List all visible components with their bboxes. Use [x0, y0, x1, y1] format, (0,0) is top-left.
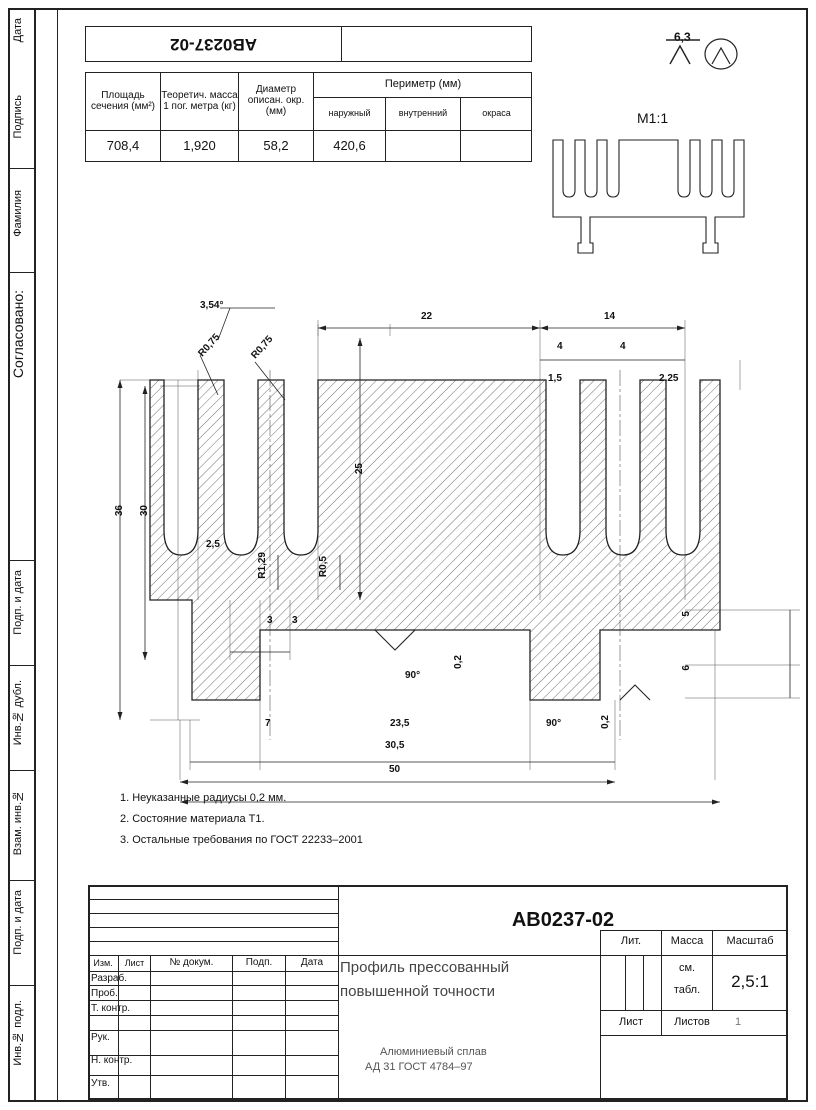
role-prob: Проб.	[91, 988, 118, 999]
value-diameter: 58,2	[263, 138, 289, 154]
dim-4b: 4	[620, 341, 626, 352]
mass-label: Масса	[670, 935, 704, 948]
dim-15: 1,5	[548, 373, 562, 384]
dim-3a: 3	[267, 615, 273, 626]
dim-r129: R1,29	[257, 552, 268, 579]
title-divider	[643, 955, 644, 1010]
dim-3b: 3	[292, 615, 298, 626]
roughness-symbol	[664, 28, 784, 78]
margin-label-sign-date-1: Подп. и дата	[12, 570, 24, 635]
part-title-line2: повышенной точности	[340, 983, 495, 1000]
title-divider	[600, 1035, 788, 1036]
role-ruk: Рук.	[91, 1032, 110, 1043]
dim-25-small: 2,5	[206, 539, 220, 550]
margin-label-vzam-inv: Взам. инв.№	[12, 790, 24, 856]
dim-angle-top: 3,54°	[200, 300, 224, 311]
col-header-podp: Подп.	[245, 957, 273, 969]
col-header-docnum: № докум.	[169, 957, 214, 969]
lit-label: Лит.	[620, 935, 642, 948]
dim-r05: R0,5	[318, 556, 329, 578]
scale-value: 2,5:1	[731, 972, 769, 992]
role-tkontr: Т. контр.	[91, 1003, 131, 1014]
mass-value-line1: см.	[678, 962, 696, 975]
scale-label: Масштаб	[726, 935, 774, 948]
header-perimeter-outer: наружный	[328, 108, 371, 119]
title-divider	[338, 885, 339, 955]
title-divider	[88, 985, 338, 986]
dim-235: 23,5	[390, 718, 410, 729]
title-divider	[88, 1015, 338, 1016]
title-divider	[88, 885, 338, 886]
dim-02-a: 0,2	[453, 655, 464, 669]
margin-divider	[8, 770, 36, 771]
role-razrab: Разраб.	[91, 973, 128, 984]
left-margin-column-inner	[36, 8, 58, 1102]
dim-305: 30,5	[385, 740, 405, 751]
title-divider	[625, 955, 626, 1010]
small-profile-view	[548, 135, 778, 285]
value-area: 708,4	[106, 138, 140, 154]
title-divider	[88, 1075, 338, 1076]
title-divider	[232, 955, 233, 1100]
sheets-label: Листов	[674, 1016, 710, 1029]
note-3: 3. Остальные требования по ГОСТ 22233–2001	[120, 834, 363, 846]
dim-14: 14	[604, 311, 616, 322]
dim-7: 7	[265, 718, 271, 729]
title-divider	[150, 955, 151, 1100]
dim-6: 6	[681, 665, 692, 671]
title-divider	[338, 955, 339, 1100]
margin-divider	[8, 560, 36, 561]
sheets-value: 1	[734, 1016, 742, 1029]
material-line2: АД 31 ГОСТ 4784–97	[365, 1061, 473, 1073]
margin-divider	[8, 272, 36, 273]
header-area: Площадь сечения (мм²)	[90, 89, 156, 112]
title-divider	[88, 1000, 338, 1001]
margin-divider	[8, 880, 36, 881]
title-divider	[600, 1010, 788, 1011]
title-divider	[88, 941, 338, 942]
dim-5: 5	[681, 611, 692, 617]
dim-36: 36	[114, 505, 125, 517]
dim-4a: 4	[557, 341, 563, 352]
note-1: 1. Неуказанные радиусы 0,2 мм.	[120, 792, 287, 804]
margin-label-signature: Подпись	[12, 95, 24, 139]
roughness-value: 6,3	[674, 30, 691, 44]
designation-box-right	[342, 26, 532, 62]
margin-label-surname: Фамилия	[12, 190, 24, 237]
dim-r075-a: R0,75	[196, 331, 223, 360]
margin-label-inv-podl: Инв.№ подл.	[12, 1000, 24, 1066]
value-perimeter-inner	[386, 131, 460, 162]
dim-22: 22	[421, 311, 433, 322]
sheet-label: Лист	[619, 1016, 643, 1029]
value-mass: 1,920	[183, 138, 216, 154]
header-mass: Теоретич. масса 1 пог. метра (кг)	[161, 89, 238, 112]
margin-label-data: Дата	[12, 18, 24, 43]
header-perimeter: Периметр (мм)	[384, 78, 462, 91]
dim-r075-b: R0,75	[249, 333, 276, 362]
margin-divider	[8, 665, 36, 666]
main-profile-drawing	[100, 300, 800, 820]
title-divider	[88, 913, 338, 914]
col-header-data: Дата	[300, 957, 324, 969]
dim-50: 50	[389, 764, 401, 775]
dim-90-a: 90°	[405, 670, 421, 681]
dim-225: 2,25	[659, 373, 679, 384]
title-divider	[88, 971, 338, 972]
margin-label-sign-date-2: Подп. и дата	[12, 890, 24, 955]
value-perimeter-outer: 420,6	[333, 138, 366, 154]
header-perimeter-inner: внутренний	[398, 108, 448, 119]
value-perimeter-paint	[461, 131, 532, 162]
header-perimeter-paint: окраса	[482, 108, 511, 119]
dim-90-b: 90°	[546, 718, 562, 729]
note-2: 2. Состояние материала Т1.	[120, 813, 265, 825]
material-line1: Алюминиевый сплав	[380, 1046, 487, 1058]
mass-value-line2: табл.	[673, 984, 701, 997]
margin-label-agreed: Согласовано:	[10, 290, 26, 379]
part-title-line1: Профиль прессованный	[340, 959, 510, 976]
dim-02-b: 0,2	[600, 715, 611, 729]
header-diameter: Диаметр описан. окр. (мм)	[247, 84, 305, 117]
scale-label-small-view: M1:1	[637, 110, 669, 126]
margin-divider	[8, 168, 36, 169]
role-utv: Утв.	[91, 1078, 111, 1089]
dim-30: 30	[139, 505, 150, 517]
title-divider	[88, 1030, 338, 1031]
margin-divider	[8, 985, 36, 986]
title-divider	[88, 927, 338, 928]
col-header-list: Лист	[124, 957, 145, 968]
margin-label-inv-dubl: Инв.№ дубл.	[12, 680, 24, 746]
dim-25: 25	[354, 463, 365, 475]
title-divider	[285, 955, 286, 1100]
title-divider	[88, 899, 338, 900]
role-nkontr: Н. контр.	[91, 1055, 133, 1066]
designation-top: AB0237-02	[170, 34, 257, 54]
designation-stamp: AB0237-02	[511, 908, 615, 931]
col-header-izm: Изм.	[93, 957, 113, 968]
